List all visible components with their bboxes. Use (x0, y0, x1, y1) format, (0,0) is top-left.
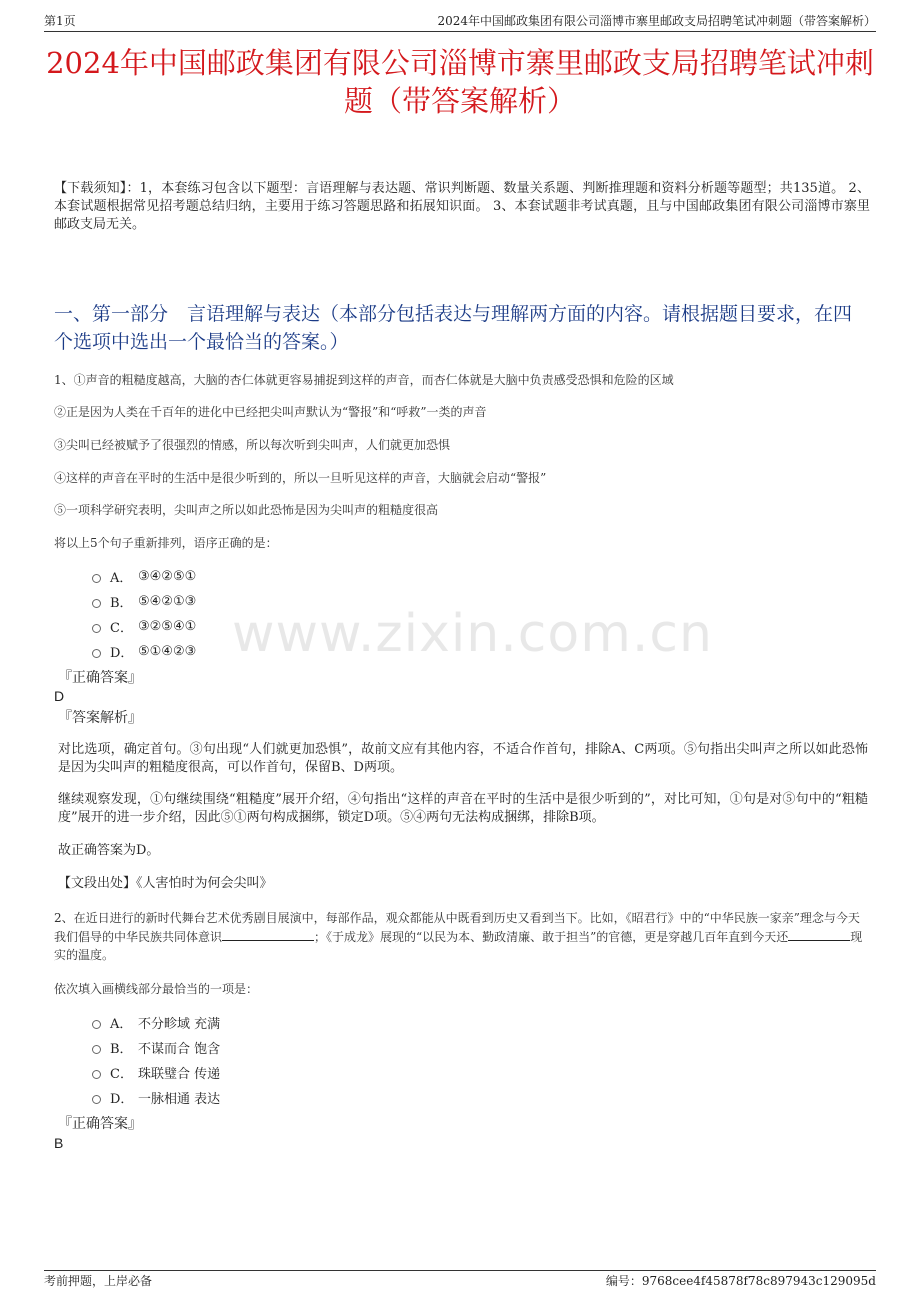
q1-analysis-1: 对比选项，确定首句。③句出现“人们就更加恐惧”，故前文应有其他内容，不适合作首句，排除A、C两项。⑤句指出尖叫声之所以如此恐怖是因为尖叫声的粗糙度很高，可以作首句，保留B、D两项。 (58, 742, 868, 775)
q2-options (92, 1010, 392, 1110)
q2-option-d[interactable]: D． 一脉相通 表达 (92, 1085, 392, 1110)
q1-option-a[interactable]: A． ③④②⑤① (92, 564, 392, 589)
q2-answer-label: 『正确答案』 (58, 1116, 142, 1132)
page-footer (44, 1270, 876, 1288)
q2-blank-2[interactable] (788, 929, 850, 941)
q1-analysis-3: 故正确答案为D。 (58, 843, 160, 858)
q1-option-d[interactable]: D． ⑤①④②③ (92, 639, 392, 664)
q1-option-c[interactable]: C． ③②⑤④① (92, 614, 392, 639)
radio-icon[interactable] (92, 574, 101, 583)
q1-sentence-4: ④这样的声音在平时的生活中是很少听到的，所以一旦听见这样的声音，大脑就会启动“警报” (54, 471, 547, 485)
q1-prompt: 将以上5个句子重新排列，语序正确的是： (54, 536, 278, 550)
q1-analysis-label: 『答案解析』 (58, 710, 142, 726)
footer-slogan: 考前押题，上岸必备 (44, 1274, 153, 1288)
q1-source: 【文段出处】《人害怕时为何会尖叫》 (58, 876, 273, 891)
radio-icon[interactable] (92, 649, 101, 658)
q2-text: 2、在近日进行的新时代舞台艺术优秀剧目展演中，每部作品，观众都能从中既看到历史又看到当下。比如，《昭君行》中的“中华民族一家亲”理念与今天我们倡导的中华民族共同体意识 ；《于成龙》展现的“以民为本、勤政清廉、敢于担当”的官德，更是穿越几百年直到今天还 现实的温度。 (54, 911, 863, 962)
q2-blank-1[interactable] (222, 929, 314, 941)
q1-option-b[interactable]: B． ⑤④②①③ (92, 589, 392, 614)
q2-prompt: 依次填入画横线部分最恰当的一项是： (54, 982, 259, 996)
footer-doc-id: 编号：9768cee4f45878f78c897943c129095d (605, 1274, 876, 1288)
q1-answer-label: 『正确答案』 (58, 670, 142, 686)
radio-icon[interactable] (92, 1070, 101, 1079)
download-notice: 【下载须知】：1，本套练习包含以下题型：言语理解与表达题、常识判断题、数量关系题、判断推理题和资料分析题等题型；共135道。 2、本套试题根据常见招考题总结归纳，主要用于练习答题思路和拓展知识面。 3、本套试题非考试真题，且与中国邮政集团有限公司淄博市寨里邮政支局无关。 (54, 181, 870, 232)
radio-icon[interactable] (92, 1045, 101, 1054)
radio-icon[interactable] (92, 1095, 101, 1104)
q1-sentence-5: ⑤一项科学研究表明，尖叫声之所以如此恐怖是因为尖叫声的粗糙度很高 (54, 503, 439, 517)
q2-option-a[interactable]: A． 不分畛域 充满 (92, 1010, 392, 1035)
radio-icon[interactable] (92, 599, 101, 608)
page-number: 第1页 (44, 14, 76, 28)
document-title: 2024年中国邮政集团有限公司淄博市寨里邮政支局招聘笔试冲刺题（带答案解析） (46, 46, 874, 118)
q2-option-c[interactable]: C． 珠联璧合 传递 (92, 1060, 392, 1085)
q1-sentence-3: ③尖叫已经被赋予了很强烈的情感，所以每次听到尖叫声，人们就更加恐惧 (54, 438, 451, 452)
header-doc-title: 2024年中国邮政集团有限公司淄博市寨里邮政支局招聘笔试冲刺题（带答案解析） (437, 14, 876, 28)
q1-answer: D (54, 688, 65, 704)
q1-sentence-2: ②正是因为人类在千百年的进化中已经把尖叫声默认为“警报”和“呼救”一类的声音 (54, 405, 487, 419)
q1-sentence-1: 1、①声音的粗糙度越高，大脑的杏仁体就更容易捕捉到这样的声音，而杏仁体就是大脑中负责感受恐惧和危险的区域 (54, 373, 674, 387)
radio-icon[interactable] (92, 1020, 101, 1029)
radio-icon[interactable] (92, 624, 101, 633)
watermark: www.zixin.com.cn (232, 604, 713, 664)
q2-option-b[interactable]: B． 不谋而合 饱含 (92, 1035, 392, 1060)
q1-analysis-2: 继续观察发现，①句继续围绕“粗糙度”展开介绍，④句指出“这样的声音在平时的生活中是很少听到的”，对比可知，①句是对⑤句中的“粗糙度”展开的进一步介绍，因此⑤①两句构成捆绑，锁定D项。⑤④两句无法构成捆绑，排除B项。 (58, 792, 868, 825)
section-heading: 一、第一部分 言语理解与表达（本部分包括表达与理解两方面的内容。请根据题目要求，在四个选项中选出一个最恰当的答案。） (54, 303, 853, 353)
page-header (44, 12, 876, 32)
q2-answer: B (54, 1135, 64, 1151)
